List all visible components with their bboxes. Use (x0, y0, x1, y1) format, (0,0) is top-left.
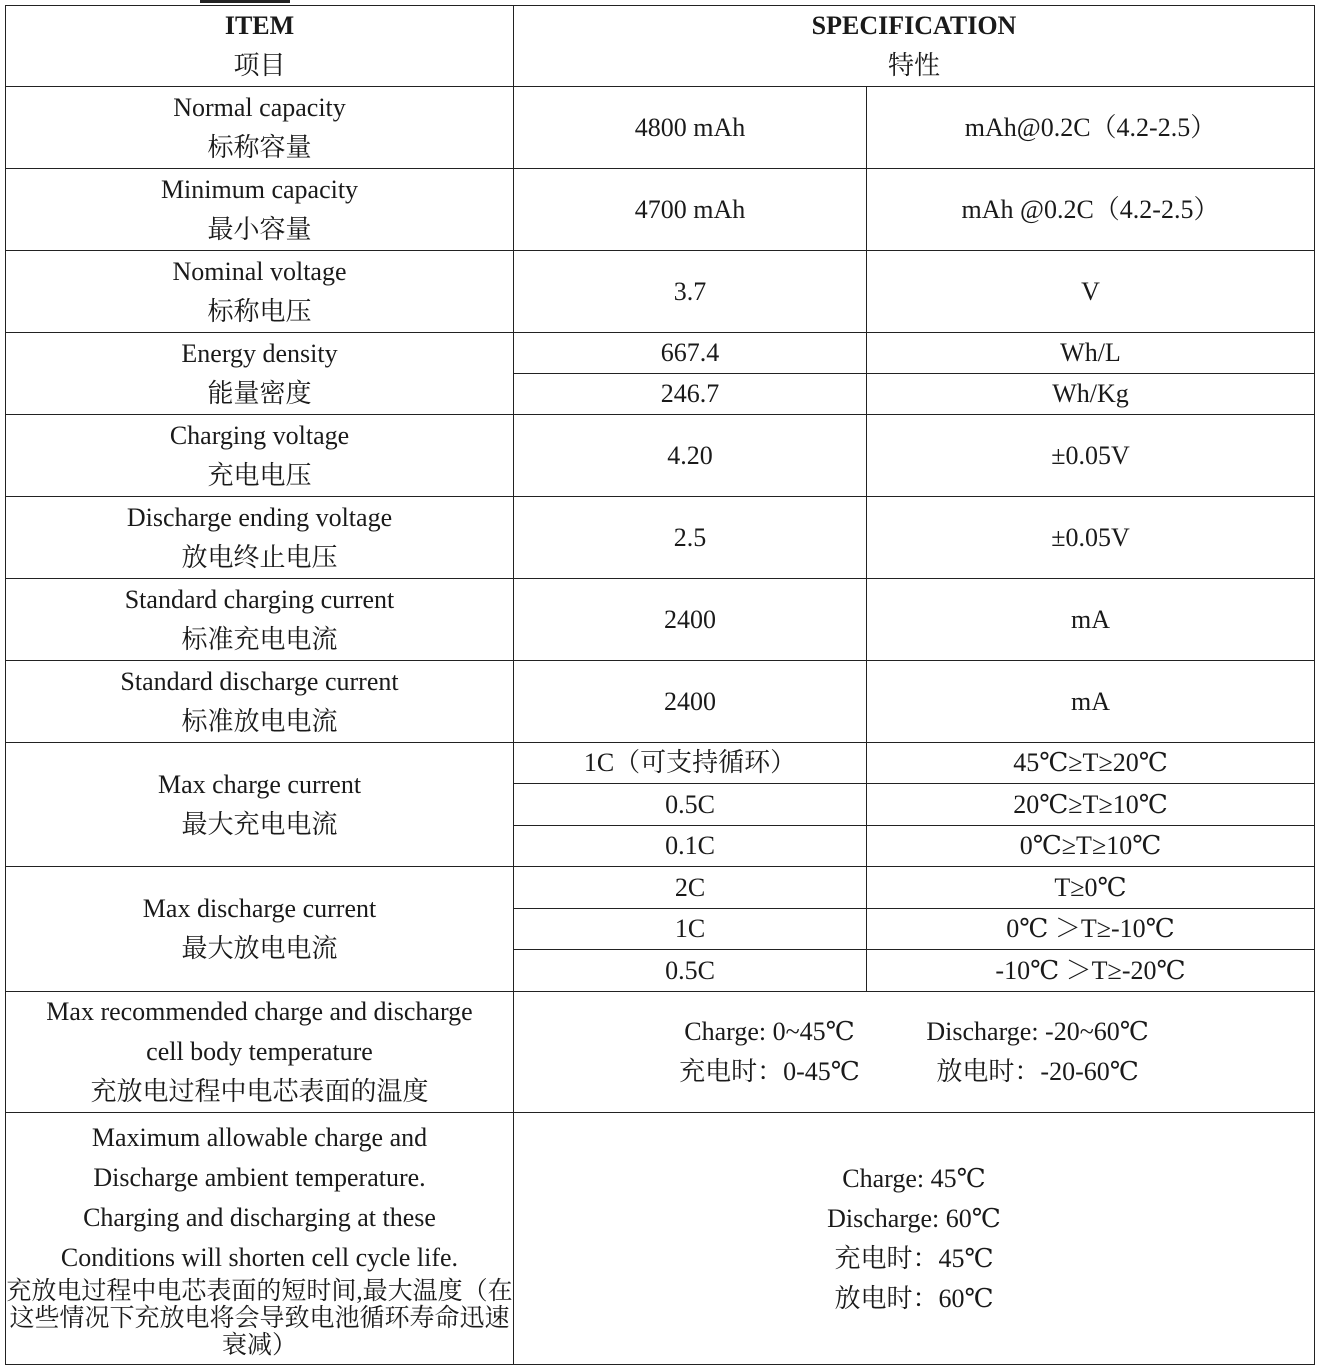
item-label-en: Normal capacity (173, 92, 346, 122)
unit-cell: T≥0℃ (867, 867, 1315, 909)
item-cell (6, 87, 514, 169)
row-standard-charging-current (6, 579, 1315, 661)
item-label-zh: 充放电过程中电芯表面的温度 (90, 1077, 429, 1106)
row-cell-body-temperature (6, 992, 1315, 1113)
unit-cell: mAh@0.2C（4.2-2.5） (867, 87, 1315, 169)
unit-cell: V (867, 251, 1315, 333)
item-cell (6, 251, 514, 333)
item-label-en: Minimum capacity (160, 174, 359, 204)
value-cell: 3.7 (514, 251, 867, 333)
value-cell: 2400 (514, 579, 867, 661)
item-label-zh: 标称容量 (207, 132, 312, 162)
value-cell: 2400 (514, 661, 867, 743)
temperature-spec-cell (514, 992, 1315, 1113)
ambient-discharge-zh: 放电时：60℃ (834, 1283, 994, 1313)
item-label-zh: 标准放电电流 (181, 706, 338, 736)
item-label-en-2: cell body temperature (146, 1037, 373, 1066)
item-label-en: Max discharge current (142, 894, 377, 923)
item-label-en-2: Discharge ambient temperature. (93, 1163, 426, 1192)
item-cell (6, 743, 514, 867)
item-cell (6, 497, 514, 579)
item-label-zh: 最小容量 (207, 214, 312, 244)
value-cell: 4800 mAh (514, 87, 867, 169)
item-label-en: Standard discharge current (120, 666, 399, 696)
header-row (6, 6, 1315, 87)
value-cell: 1C (514, 909, 867, 950)
row-energy-density (6, 333, 1315, 374)
item-header-zh: 项目 (233, 51, 286, 80)
item-label-zh: 标准充电电流 (181, 624, 338, 654)
item-label-zh: 标称电压 (207, 296, 312, 326)
value-cell: 2C (514, 867, 867, 909)
value-cell: 0.5C (514, 950, 867, 992)
unit-cell: mA (867, 661, 1315, 743)
unit-cell: 20℃≥T≥10℃ (867, 784, 1315, 826)
row-normal-capacity (6, 87, 1315, 169)
charge-temp-group (679, 1012, 860, 1092)
row-nominal-voltage (6, 251, 1315, 333)
item-label-en: Discharge ending voltage (126, 502, 393, 532)
item-cell (6, 579, 514, 661)
unit-cell: Wh/Kg (867, 374, 1315, 415)
unit-cell: mAh @0.2C（4.2-2.5） (867, 169, 1315, 251)
item-label-en-4: Conditions will shorten cell cycle life. (60, 1243, 459, 1272)
value-cell: 0.1C (514, 826, 867, 867)
unit-cell: 0℃≥T≥10℃ (867, 826, 1315, 867)
spec-table (5, 5, 1315, 1365)
item-label-en-1: Max recommended charge and discharge (46, 997, 473, 1026)
unit-cell: -10℃ ＞T≥-20℃ (867, 950, 1315, 992)
item-cell (6, 333, 514, 415)
discharge-temp-zh: 放电时：-20-60℃ (936, 1057, 1139, 1086)
unit-cell: 45℃≥T≥20℃ (867, 743, 1315, 784)
discharge-temp-en: Discharge: -20~60℃ (926, 1017, 1149, 1046)
unit-cell: 0℃ ＞T≥-10℃ (867, 909, 1315, 950)
row-max-charge-current (6, 743, 1315, 784)
item-label-en-3: Charging and discharging at these (83, 1203, 436, 1232)
discharge-temp-group (926, 1012, 1148, 1092)
ambient-discharge-en: Discharge: 60℃ (827, 1203, 1001, 1233)
row-minimum-capacity (6, 169, 1315, 251)
item-header (6, 6, 514, 87)
spec-header (514, 6, 1315, 87)
item-label-zh: 最大充电电流 (181, 809, 338, 839)
item-cell (6, 169, 514, 251)
item-cell (6, 415, 514, 497)
item-header-en: ITEM (224, 11, 295, 40)
value-cell: 246.7 (514, 374, 867, 415)
ambient-charge-en: Charge: 45℃ (842, 1163, 986, 1193)
value-cell: 4.20 (514, 415, 867, 497)
unit-cell: Wh/L (867, 333, 1315, 374)
item-label-zh: 最大放电电流 (181, 934, 338, 963)
spec-header-zh: 特性 (887, 51, 940, 80)
ambient-charge-zh: 充电时：45℃ (834, 1243, 994, 1273)
item-label-zh: 充电电压 (207, 460, 312, 490)
item-label-zh: 充放电过程中电芯表面的短时间,最大温度（在这些情况下充放电将会导致电池循环寿命迅速衰减） (6, 1278, 513, 1359)
value-cell: 1C（可支持循环） (514, 743, 867, 784)
item-cell (6, 661, 514, 743)
value-cell: 0.5C (514, 784, 867, 826)
item-label-en: Standard charging current (124, 584, 395, 614)
row-ambient-temperature (6, 1113, 1315, 1365)
top-edge-fragment (200, 0, 290, 3)
value-cell: 2.5 (514, 497, 867, 579)
item-label-en: Energy density (181, 338, 338, 368)
row-standard-discharge-current (6, 661, 1315, 743)
item-label-en: Max charge current (157, 769, 362, 799)
charge-temp-zh: 充电时：0-45℃ (679, 1057, 860, 1086)
unit-cell: ±0.05V (867, 415, 1315, 497)
unit-cell: mA (867, 579, 1315, 661)
item-label-en: Nominal voltage (172, 256, 347, 286)
item-label-en: Charging voltage (169, 420, 350, 450)
value-cell: 667.4 (514, 333, 867, 374)
spec-header-en: SPECIFICATION (811, 11, 1017, 40)
value-cell: 4700 mAh (514, 169, 867, 251)
row-max-discharge-current (6, 867, 1315, 909)
item-label-zh: 能量密度 (207, 378, 312, 408)
charge-temp-en: Charge: 0~45℃ (684, 1017, 855, 1046)
item-cell (6, 1113, 514, 1365)
item-cell (6, 992, 514, 1113)
item-label-en-1: Maximum allowable charge and (91, 1123, 428, 1152)
row-charging-voltage (6, 415, 1315, 497)
item-label-zh: 放电终止电压 (181, 542, 338, 572)
unit-cell: ±0.05V (867, 497, 1315, 579)
row-discharge-ending-voltage (6, 497, 1315, 579)
ambient-spec-cell (514, 1113, 1315, 1365)
item-cell (6, 867, 514, 992)
